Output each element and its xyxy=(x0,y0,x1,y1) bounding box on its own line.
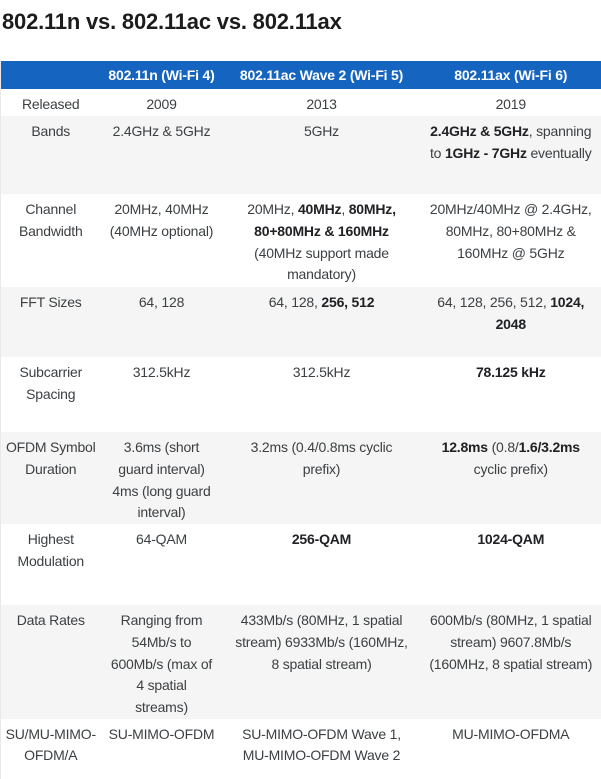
cell-text-bold: 78.125 kHz xyxy=(475,364,546,381)
table-row xyxy=(1,116,601,194)
cell-text-bold: 1024, 2048 xyxy=(495,294,585,333)
table-cell xyxy=(223,605,421,718)
cell-text: 433Mb/s (80MHz, 1 spatial stream) 6933Mb/s (160MHz, 8 spatial stream) xyxy=(235,612,408,672)
row-label: Data Rates xyxy=(16,612,85,629)
cell-text-bold: 1GHz - 7GHz xyxy=(444,145,527,162)
cell-text-bold: 2.4GHz & 5GHz xyxy=(430,123,529,140)
row-label: Channel Bandwidth xyxy=(18,201,83,240)
cell-text: MU-MIMO-OFDMA xyxy=(452,725,570,742)
row-label: Released xyxy=(21,96,80,113)
table-row xyxy=(1,605,601,718)
page-title: 802.11n vs. 802.11ac vs. 802.11ax xyxy=(2,9,342,34)
table-cell xyxy=(101,116,223,194)
table-cell xyxy=(421,287,601,357)
cell-text: 5GHz xyxy=(304,123,339,140)
cell-text: 3.6ms (short guard interval) 4ms (long guard interval) xyxy=(112,439,211,521)
table-cell xyxy=(421,116,601,194)
table-cell xyxy=(223,432,421,524)
row-label: Bands xyxy=(31,123,71,140)
table-cell xyxy=(101,605,223,718)
cell-text: 2009 xyxy=(146,96,177,113)
table-cell xyxy=(421,719,601,779)
table-cell xyxy=(223,194,421,287)
cell-text: 20MHz/40MHz @ 2.4GHz, 80MHz, 80+80MHz & 160MHz @ 5GHz xyxy=(429,201,592,261)
table-cell xyxy=(421,89,601,116)
cell-text: 64-QAM xyxy=(136,531,187,548)
cell-text: SU-MIMO-OFDM xyxy=(108,725,215,742)
table-cell xyxy=(223,357,421,432)
table-row xyxy=(1,194,601,287)
cell-text: 20MHz, xyxy=(247,201,298,218)
cell-text: 64, 128, 256, 512, xyxy=(437,294,551,311)
cell-text-bold: 256, 512 xyxy=(321,294,375,311)
wifi-comparison-table xyxy=(0,61,601,779)
table-row xyxy=(1,89,601,116)
table-cell xyxy=(101,89,223,116)
table-cell xyxy=(101,287,223,357)
table-cell xyxy=(223,287,421,357)
table-header xyxy=(1,61,601,89)
table-row xyxy=(1,432,601,524)
row-label: OFDM Symbol Duration xyxy=(5,439,96,478)
cell-text: cyclic prefix) xyxy=(473,461,548,478)
table-cell xyxy=(223,719,421,779)
table-cell xyxy=(421,524,601,605)
cell-text-bold: 1024-QAM xyxy=(477,531,545,548)
cell-text: , spanning to xyxy=(429,123,592,162)
table-cell xyxy=(101,357,223,432)
cell-text-bold: 40MHz xyxy=(297,201,342,218)
cell-text: SU-MIMO-OFDM Wave 1, MU-MIMO-OFDM Wave 2 xyxy=(242,725,401,764)
table-cell xyxy=(101,194,223,287)
cell-text: eventually xyxy=(526,145,592,162)
table-cell xyxy=(223,116,421,194)
header-row xyxy=(1,61,601,89)
column-header: 802.11n (Wi-Fi 4) xyxy=(108,67,215,84)
cell-text: 2.4GHz & 5GHz xyxy=(112,123,211,140)
table-cell xyxy=(421,605,601,718)
cell-text: 600Mb/s (80MHz, 1 spatial stream) 9607.8Mb/s (160MHz, 8 spatial stream) xyxy=(429,612,593,672)
comparison-table-body xyxy=(1,89,601,779)
cell-text-bold: 256-QAM xyxy=(291,531,352,548)
table-row xyxy=(1,719,601,779)
column-header: 802.11ac Wave 2 (Wi-Fi 5) xyxy=(239,67,404,84)
cell-text: 3.2ms (0.4/0.8ms cyclic prefix) xyxy=(250,439,393,478)
cell-text: , xyxy=(341,201,349,218)
cell-text-bold: 80MHz, 80+80MHz & 160MHz xyxy=(254,201,396,240)
cell-text: 312.5kHz xyxy=(132,364,191,381)
cell-text-bold: 12.8ms xyxy=(441,439,488,456)
cell-text: 20MHz, 40MHz (40MHz optional) xyxy=(109,201,214,240)
table-cell xyxy=(223,89,421,116)
table-cell xyxy=(101,432,223,524)
cell-text: 64, 128 xyxy=(138,294,185,311)
cell-text: 312.5kHz xyxy=(292,364,351,381)
cell-text: 64, 128, xyxy=(268,294,322,311)
table-row xyxy=(1,287,601,357)
row-label: Subcarrier Spacing xyxy=(19,364,83,403)
table-cell xyxy=(421,432,601,524)
row-label: FFT Sizes xyxy=(19,294,82,311)
table-cell xyxy=(223,524,421,605)
cell-text: (40MHz support made mandatory) xyxy=(254,244,389,283)
table-cell xyxy=(101,524,223,605)
cell-text-bold: 1.6/3.2ms xyxy=(518,439,580,456)
row-label: Highest Modulation xyxy=(17,531,84,569)
table-row xyxy=(1,357,601,432)
cell-text: 2019 xyxy=(495,96,526,113)
column-header: 802.11ax (Wi-Fi 6) xyxy=(454,67,568,84)
cell-text: (0.8/ xyxy=(487,439,519,456)
table-row xyxy=(1,524,601,605)
cell-text: Ranging from 54Mb/s to 600Mb/s (max of 4 spatial streams) xyxy=(110,612,213,715)
row-label: SU/MU-MIMO-OFDM/A xyxy=(5,725,96,764)
table-cell xyxy=(101,719,223,779)
column-header-empty xyxy=(1,61,101,89)
cell-text: 2013 xyxy=(306,96,337,113)
table-cell xyxy=(421,357,601,432)
table-cell xyxy=(421,194,601,287)
